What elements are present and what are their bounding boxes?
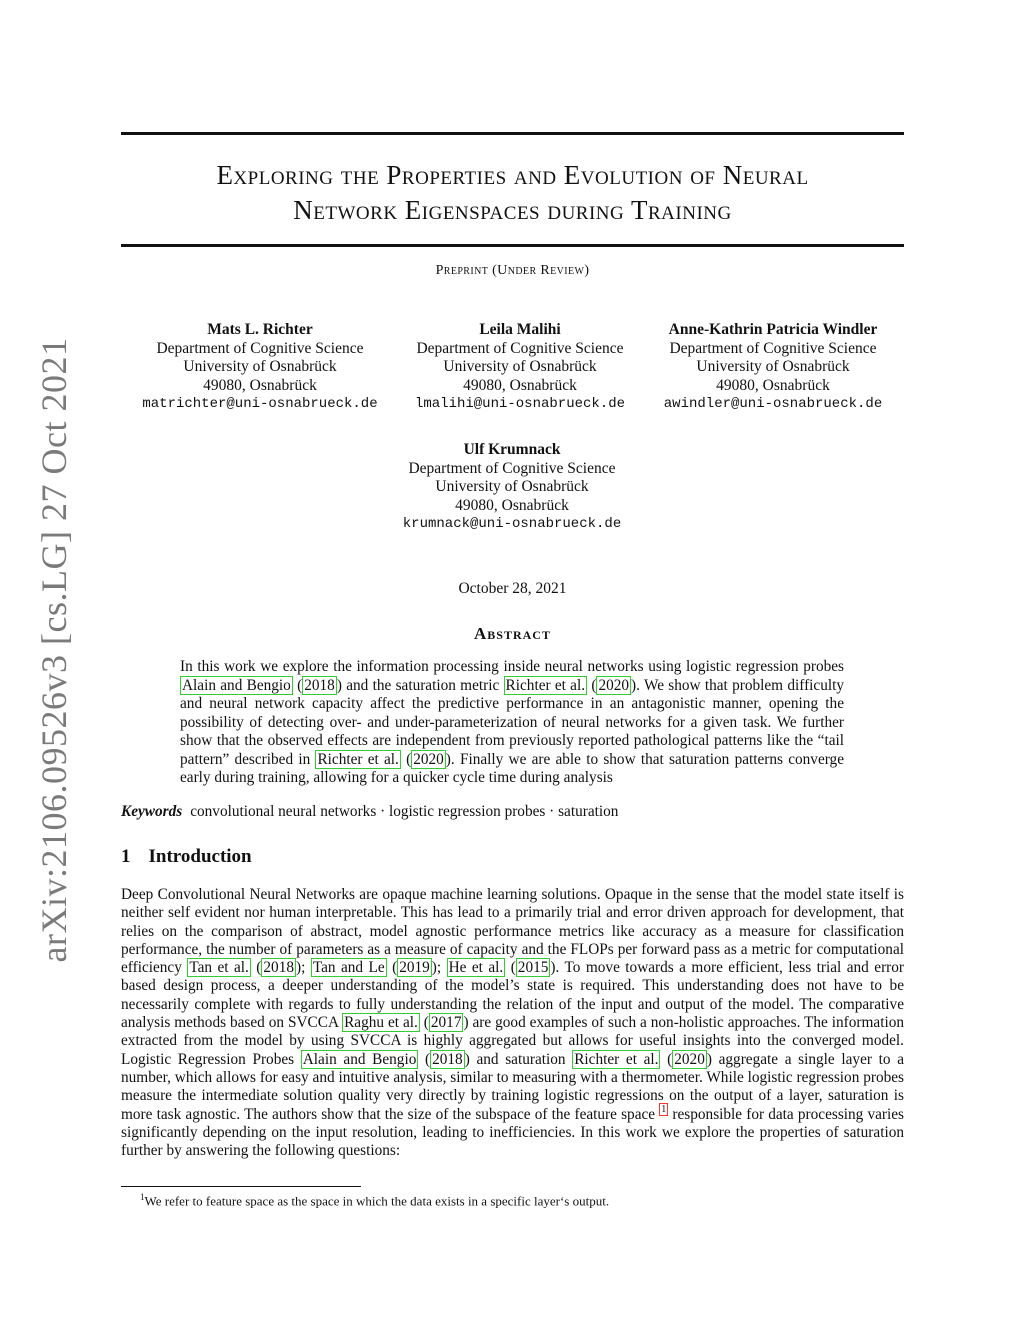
citation-year-link[interactable]: 2020 xyxy=(413,750,444,768)
citation-year-link[interactable]: 2020 xyxy=(598,676,630,694)
author-univ: University of Osnabrück xyxy=(435,478,589,495)
author-name: Anne-Kathrin Patricia Windler xyxy=(668,321,878,338)
citation-year-link[interactable]: 2020 xyxy=(674,1050,705,1068)
author-email[interactable]: krumnack@uni-osnabrueck.de xyxy=(402,516,622,532)
citation-link[interactable]: Raghu et al. xyxy=(344,1014,418,1032)
introduction-paragraph: Deep Convolutional Neural Networks are opaque machine learning solutions. Opaque in the sense that the model state itself is neither self evident nor human interpretable. This has lead to a primarily trial and error driven approach for development, that relies on the comparison of abstract, model agnostic performance metrics like accuracy as a measure for classification performance, the number of parameters as a measure of capacity and the FLOPs per forward pass as a metric for computational efficiency Tan et al. ( 2018 ); Tan and Le ( 2019 ); He et al. ( 2015 ). To move towards a more efficient, less trial and error based design process, a deeper understanding of the model’s state is required. This understanding does not have to be necessarily complete with regards to fully understanding the relation of the input and output of the model. The comparative analysis methods based on SVCCA Raghu et al. ( 2017 ) are good examples of such a non-holistic approaches. The information extracted from the model by using SVCCA is highly aggregated but allows for useful insights into the converged model. Logistic Regression Probes Alain and Bengio ( 2018 ) and saturation Richter et al. ( 2020 ) aggregate a single layer to a number, which allows for easy and intuitive analysis, similar to measuring with a thermometer. While logistic regression probes measure the intermediate solution quality very directly by training logistic regressions on the output of a layer, saturation is more task agnostic. The authors show that the size of the subspace of the feature space $^1$ responsible for data processing varies significantly depending on the input resolution, leading to inefficiencies. In this work we explore the properties of saturation further by answering the following questions: xyxy=(121,886,905,1160)
author-univ: University of Osnabrück xyxy=(183,358,337,375)
author-dept: Department of Cognitive Science xyxy=(416,339,624,357)
footnote-mark: 1 xyxy=(140,1192,145,1202)
citation-link[interactable]: Richter et al. xyxy=(505,676,586,694)
title-line-2: Network Eigenspaces during Training xyxy=(293,195,732,225)
author-addr: 49080, Osnabrück xyxy=(463,376,577,394)
author-dept: Department of Cognitive Science xyxy=(669,339,877,357)
author-name: Ulf Krumnack xyxy=(463,441,561,458)
section-number: 1 xyxy=(121,846,131,867)
author-univ: University of Osnabrück xyxy=(443,358,597,375)
author-email[interactable]: lmalihi@uni-osnabrueck.de xyxy=(414,396,626,412)
footnote-text: We refer to feature space as the space in which the data exists in a specific layer‘s output. xyxy=(144,1193,610,1209)
arxiv-stamp: arXiv:2106.09526v3 [cs.LG] 27 Oct 2021 xyxy=(34,337,74,963)
author-block-3 xyxy=(648,321,898,414)
author-univ: University of Osnabrück xyxy=(696,358,850,375)
citation-year-link[interactable]: 2018 xyxy=(304,676,335,694)
keywords-list: convolutional neural networks · logistic regression probes · saturation xyxy=(190,803,619,820)
section-title: Introduction xyxy=(148,846,252,867)
abstract-heading: Abstract xyxy=(474,624,551,643)
footnote-ref-link[interactable]: 1 xyxy=(661,1104,667,1116)
keywords-label: Keywords xyxy=(121,803,183,820)
citation-link[interactable]: Tan et al. xyxy=(189,959,249,977)
preprint-label: Preprint (Under Review) xyxy=(435,263,590,278)
citation-link[interactable]: Alain and Bengio xyxy=(302,1050,417,1068)
citation-link[interactable]: Tan and Le xyxy=(312,959,385,977)
citation-link[interactable]: Richter et al. xyxy=(574,1050,659,1068)
paper-date: October 28, 2021 xyxy=(458,580,567,597)
author-email[interactable]: awindler@uni-osnabrueck.de xyxy=(663,396,883,412)
citation-year-link[interactable]: 2018 xyxy=(263,959,294,977)
author-block-2 xyxy=(395,321,645,414)
footnote xyxy=(140,1192,609,1209)
citation-link[interactable]: Richter et al. xyxy=(317,750,399,768)
citation-year-link[interactable]: 2019 xyxy=(399,959,430,977)
author-dept: Department of Cognitive Science xyxy=(156,339,364,357)
citation-year-link[interactable]: 2017 xyxy=(430,1014,462,1032)
footnote-rule xyxy=(121,1186,361,1187)
author-addr: 49080, Osnabrück xyxy=(716,376,830,394)
citation-link[interactable]: He et al. xyxy=(448,959,504,977)
keywords-line xyxy=(121,803,904,821)
title-rule-top xyxy=(121,132,904,135)
author-name: Mats L. Richter xyxy=(207,321,313,338)
author-name: Leila Malihi xyxy=(479,321,561,338)
author-email[interactable]: matrichter@uni-osnabrueck.de xyxy=(142,396,378,412)
paper-title xyxy=(121,158,904,228)
section-heading-introduction xyxy=(121,846,252,868)
title-line-1: Exploring the Properties and Evolution of Neural xyxy=(216,160,809,190)
abstract-body: In this work we explore the information processing inside neural networks using logistic regression probes Alain and Bengio ( 2018 ) and the saturation metric Richter et al. ( 2020 ). We show that problem difficulty and neural network capacity affect the predictive performance in an antagonistic manner, opening the possibility of detecting over- and under-parameterization of neural networks for a given task. We further show that the observed effects are independent from previously reported pathological patterns like the “tail pattern” described in Richter et al. ( 2020 ). Finally we are able to show that saturation patterns converge early during training, allowing for a quicker cycle time during analysis xyxy=(180,658,845,786)
author-addr: 49080, Osnabrück xyxy=(203,376,317,394)
citation-year-link[interactable]: 2018 xyxy=(432,1050,463,1068)
author-addr: 49080, Osnabrück xyxy=(455,496,569,514)
citation-link[interactable]: Alain and Bengio xyxy=(182,676,291,694)
title-rule-bottom xyxy=(121,244,904,247)
author-dept: Department of Cognitive Science xyxy=(408,459,616,477)
citation-year-link[interactable]: 2015 xyxy=(517,959,549,977)
author-block-1 xyxy=(130,321,390,414)
author-block-4 xyxy=(387,441,637,534)
